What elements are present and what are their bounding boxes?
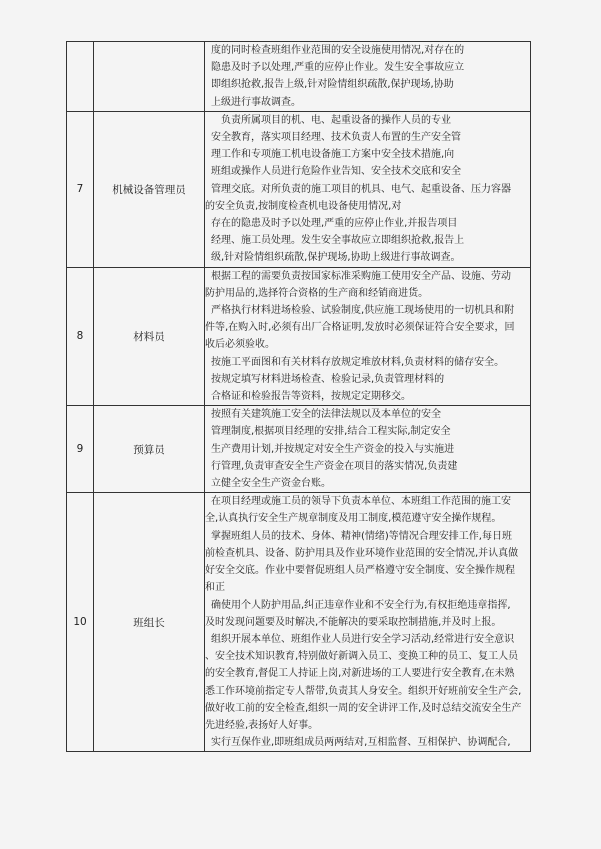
- text-line: 的安全负责,按制度检查机电设备使用情况,对: [205, 200, 402, 212]
- text-line: 掌握班组人员的技术、身体、精神(情绪)等情况合理安排工作,每日班: [211, 530, 512, 542]
- text-line: 组织开展本单位、班组作业人员进行安全学习活动,经常进行安全意识: [211, 633, 515, 645]
- text-line: 收后必须验收。: [205, 339, 275, 351]
- text-line: 先进经验,表扬好人好事。: [205, 719, 319, 731]
- row-number: [67, 42, 94, 112]
- role-name: 机械设备管理员: [94, 111, 205, 267]
- text-line: 即组织抢救,报告上级,针对险情组织疏散,保护现场,协助: [211, 79, 454, 91]
- text-line: 确使用个人防护用品,纠正违章作业和不安全行为,有权拒绝违章指挥,: [211, 599, 511, 611]
- text-line: 经理、施工员处理。发生安全事故应立即组织抢救,报告上: [211, 235, 465, 247]
- text-line: 全,认真执行安全生产规章制度及用工制度,模范遵守安全操作规程。: [205, 513, 502, 525]
- text-line: 存在的隐患及时予以处理,严重的应停止作业,并报告项目: [211, 218, 458, 230]
- text-line: 按照有关建筑施工安全的法律法规以及本单位的安全: [211, 409, 441, 421]
- table-row: [67, 111, 531, 267]
- text-line: 前检查机具、设备、防护用具及作业环境作业范围的安全情况,并认真做: [205, 547, 519, 559]
- row-number: 8: [67, 267, 94, 406]
- text-line: 合格证和检验报告等资料，按规定定期移交。: [211, 391, 411, 403]
- text-line: 、安全技术知识教育,特别做好新调入员工、变换工种的员工、复工人员: [205, 651, 519, 663]
- text-line: 行管理,负责审查安全生产资金在项目的落实情况,负责建: [211, 460, 458, 472]
- duty-description: [205, 406, 531, 493]
- text-line: 立健全安全生产资金台账。: [211, 478, 331, 490]
- text-line: 好安全交底。作业中要督促班组人员严格遵守安全制度、安全操作规程: [205, 565, 515, 577]
- text-line: 负责所属项目的机、电、起重设备的操作人员的专业: [221, 114, 451, 126]
- text-line: 防护用品的,选择符合资格的生产商和经销商进货。: [205, 287, 429, 299]
- row-number: 9: [67, 406, 94, 493]
- duty-description: [205, 111, 531, 267]
- text-line: 管理制度,根据项目经理的安排,结合工程实际,制定安全: [211, 426, 451, 438]
- text-line: 按施工平面图和有关材料存放规定堆放材料,负责材料的储存安全。: [211, 356, 505, 368]
- text-line: 在项目经理或施工员的领导下负责本单位、本班组工作范围的施工安: [211, 496, 511, 508]
- text-line: 悉工作环境前指定专人帮带,负责其人身安全。组织开好班前安全生产会,: [205, 685, 522, 697]
- text-line: 理工作和专项施工机电设备施工方案中安全技术措施,向: [211, 149, 455, 161]
- duty-description: [205, 267, 531, 406]
- text-line: 生产费用计划,并按规定对安全生产资金的投入与实施进: [211, 443, 455, 455]
- text-line: 做好收工前的安全检查,组织一周的安全讲评工作,及时总结交流安全生产: [205, 702, 522, 714]
- text-line: 安全教育，落实项目经理、技术负责人布置的生产安全管: [211, 132, 461, 144]
- text-line: 度的同时检查班组作业范围的安全设施使用情况,对存在的: [211, 45, 465, 56]
- role-name: 预算员: [94, 406, 205, 493]
- text-line: 根据工程的需要负责按国家标准采购施工使用安全产品、设施、劳动: [211, 270, 511, 282]
- text-line: 按规定填写材料进场检查、检验记录,负责管理材料的: [211, 373, 445, 385]
- duty-table: [66, 41, 531, 752]
- duty-description: [205, 493, 531, 752]
- role-name: [94, 42, 205, 112]
- role-name: 班组长: [94, 493, 205, 752]
- text-line: 严格执行材料进场检验、试验制度,供应施工现场使用的一切机具和附: [211, 305, 515, 317]
- table-row: [67, 42, 531, 112]
- table-row: [67, 406, 531, 493]
- text-line: 及时发现问题要及时解决,不能解决的要采取控制措施,并及时上报。: [205, 616, 502, 628]
- text-line: 上级进行事故调查。: [211, 96, 301, 108]
- text-line: 隐患及时予以处理,严重的应停止作业。发生安全事故应立: [211, 62, 465, 74]
- text-line: 实行互保作业,即班组成员两两结对,互相监督、互相保护、协调配合,: [211, 737, 511, 749]
- role-name: 材料员: [94, 267, 205, 406]
- text-line: 件等,在购入时,必须有出厂合格证明,发放时必须保证符合安全要求，回: [205, 322, 515, 334]
- text-line: 级,针对险情组织疏散,保护现场,协助上级进行事故调查。: [211, 252, 461, 264]
- text-line: 和正: [205, 582, 225, 594]
- text-line: 管理交底。对所负责的施工项目的机具、电气、起重设备、压力容器: [211, 183, 511, 195]
- row-number: 10: [67, 493, 94, 752]
- text-line: 的安全教育,督促工人持证上岗,对新进场的工人要进行安全教育,在未熟: [205, 668, 515, 680]
- text-line: 班组或操作人员进行危险作业告知、安全技术交底和安全: [211, 166, 461, 178]
- table-row: [67, 267, 531, 406]
- table-row: [67, 493, 531, 752]
- duty-description: [205, 42, 531, 112]
- row-number: 7: [67, 111, 94, 267]
